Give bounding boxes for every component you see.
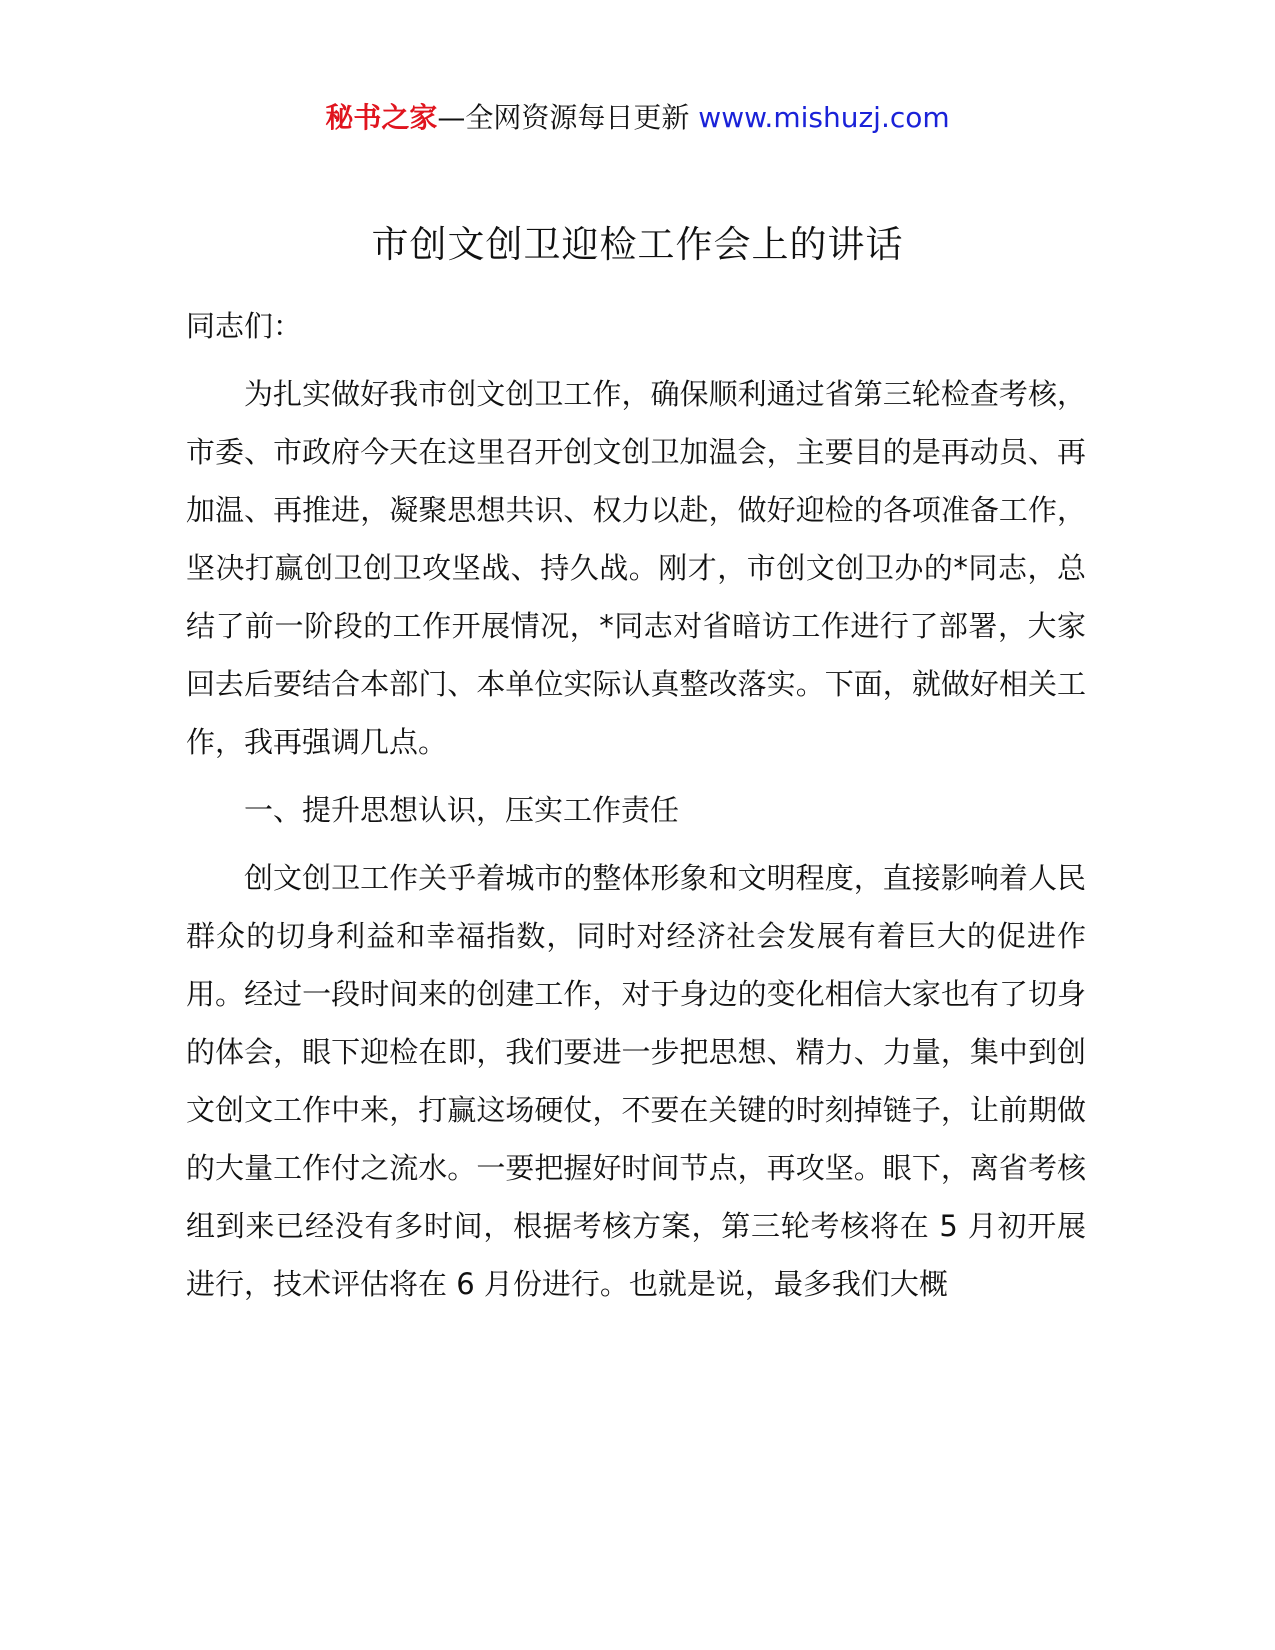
section-heading: 一、提升思想认识，压实工作责任 [244, 793, 680, 827]
salutation: 同志们： [186, 309, 303, 343]
site-tagline: —全网资源每日更新 [437, 101, 690, 134]
site-url-link[interactable]: www.mishuzj.com [698, 101, 950, 134]
document-body [186, 297, 1086, 1313]
document-title: 市创文创卫迎检工作会上的讲话 [371, 223, 904, 266]
paragraph-intro: 为扎实做好我市创文创卫工作，确保顺利通过省第三轮检查考核，市委、市政府今天在这里召开创文创卫加温会，主要目的是再动员、再加温、再推进，凝聚思想共识、权力以赴，做好迎检的各项准备工作，坚决打赢创卫创卫攻坚战、持久战。刚才，市创文创卫办的*同志，总结了前一阶段的工作开展情况，*同志对省暗访工作进行了部署，大家回去后要结合本部门、本单位实际认真整改落实。下面，就做好相关工作，我再强调几点。 [186, 377, 1086, 759]
site-brand: 秘书之家 [325, 101, 438, 134]
site-header [0, 98, 1275, 138]
paragraph-section-1: 创文创卫工作关乎着城市的整体形象和文明程度，直接影响着人民群众的切身利益和幸福指数，同时对经济社会发展有着巨大的促进作用。经过一段时间来的创建工作，对于身边的变化相信大家也有了切身的体会，眼下迎检在即，我们要进一步把思想、精力、力量，集中到创文创文工作中来，打赢这场硬仗，不要在关键的时刻掉链子，让前期做的大量工作付之流水。一要把握好时间节点，再攻坚。眼下，离省考核组到来已经没有多时间，根据考核方案，第三轮考核将在 5 月初开展进行，技术评估将在 6 月份进行。也就是说，最多我们大概 [186, 861, 1086, 1301]
